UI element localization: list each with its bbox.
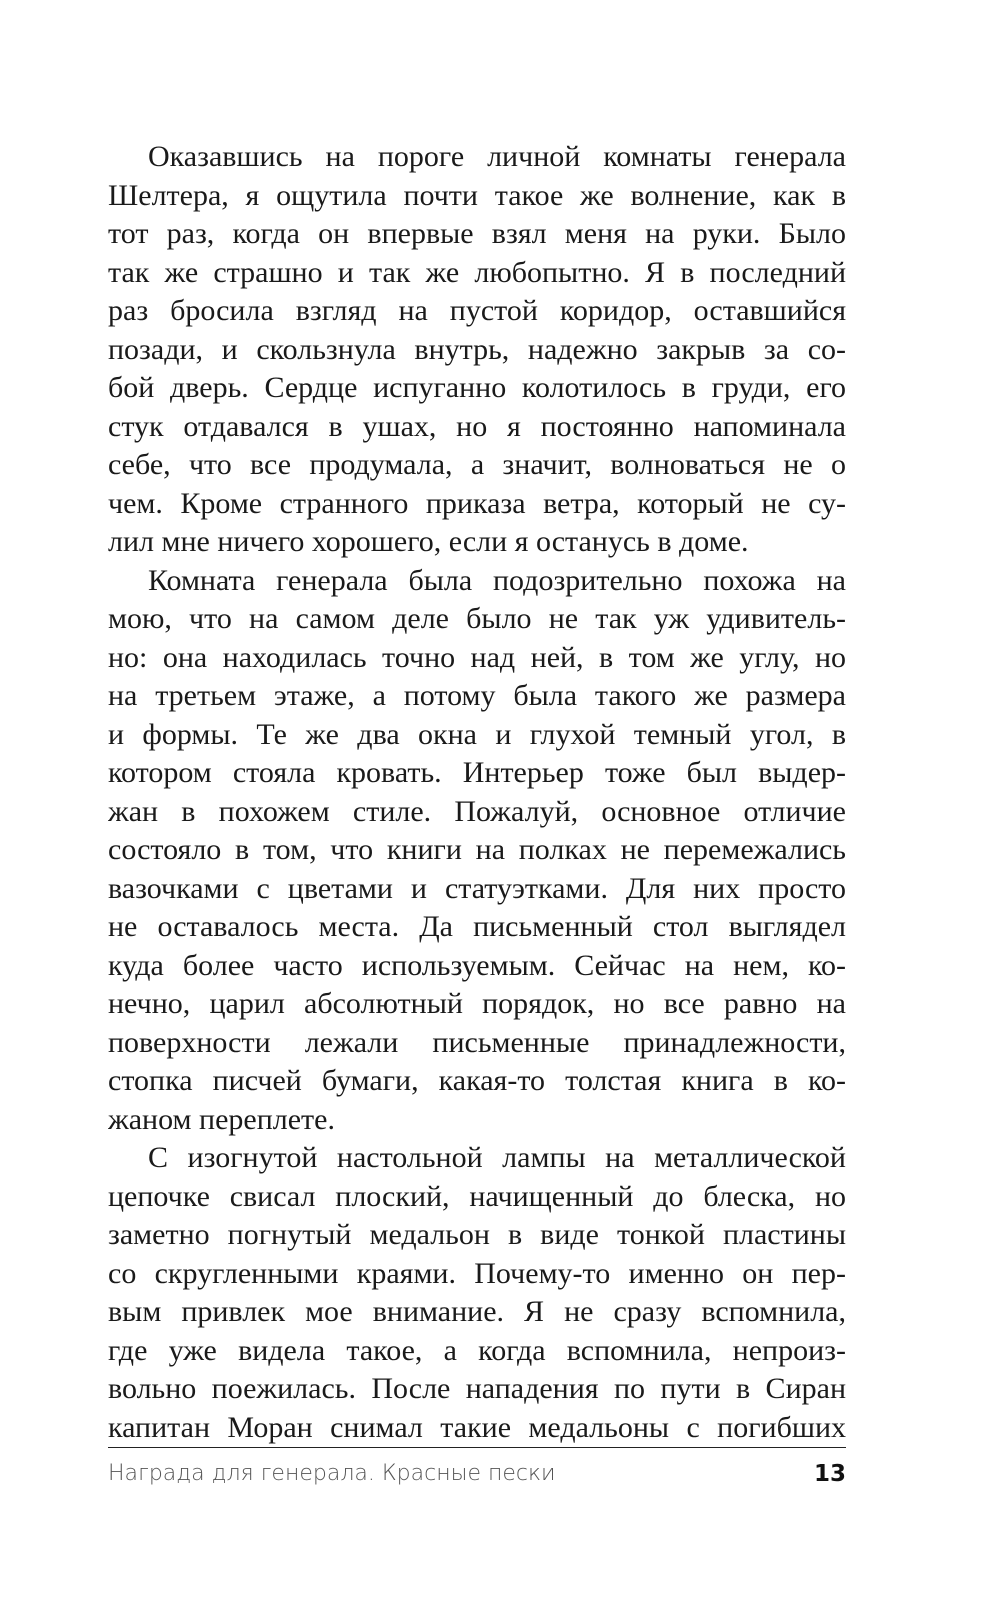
text-line: вольно поежилась. После нападения по пути в Сиран — [108, 1372, 846, 1405]
footer-divider — [108, 1447, 846, 1448]
text-line: поверхности лежали письменные принадлежности, — [108, 1025, 846, 1059]
running-title: Награда для генерала. Красные пески — [108, 1461, 556, 1486]
text-line: но: она находилась точно над ней, в том же углу, но — [108, 640, 846, 674]
text-line: вазочками с цветами и статуэтками. Для них просто — [108, 871, 846, 905]
text-line: С изогнутой настольной лампы на металлической — [148, 1141, 846, 1174]
text-line: где уже видела такое, а когда вспомнила, непроиз- — [108, 1333, 846, 1367]
text-line: не оставалось места. Да письменный стол выглядел — [108, 910, 846, 943]
text-line: котором стояла кровать. Интерьер тоже был выдер- — [108, 756, 846, 789]
text-line: бой дверь. Сердце испуганно колотилось в груди, его — [108, 371, 846, 404]
text-line: тот раз, когда он впервые взял меня на руки. Было — [108, 217, 846, 250]
text-line: Комната генерала была подозрительно похожа на — [148, 563, 846, 597]
body-text — [108, 138, 846, 1447]
text-line: чем. Кроме странного приказа ветра, который не су- — [108, 486, 846, 520]
page-number: 13 — [813, 1461, 846, 1487]
text-line: жаном переплете. — [108, 1102, 335, 1136]
text-line: себе, что все продумала, а значит, волноваться не о — [108, 448, 846, 481]
text-line: со скругленными краями. Почему-то именно он пер- — [108, 1256, 846, 1290]
text-line: капитан Моран снимал такие медальоны с погибших — [108, 1410, 846, 1444]
text-line: позади, и скользнула внутрь, надежно закрыв за со- — [108, 332, 846, 366]
text-line: так же страшно и так же любопытно. Я в последний — [108, 255, 846, 289]
text-line: Оказавшись на пороге личной комнаты генерала — [148, 140, 846, 173]
text-line: на третьем этаже, а потому была такого же размера — [108, 679, 846, 712]
text-line: Шелтера, я ощутила почти такое же волнение, как в — [108, 178, 846, 212]
text-line: лил мне ничего хорошего, если я останусь в доме. — [108, 525, 749, 558]
text-line: раз бросила взгляд на пустой коридор, оставшийся — [108, 294, 846, 327]
text-line: нечно, царил абсолютный порядок, но все равно на — [108, 987, 846, 1020]
text-line: вым привлек мое внимание. Я не сразу вспомнила, — [108, 1295, 846, 1328]
text-line: стук отдавался в ушах, но я постоянно напоминала — [108, 409, 846, 443]
text-line: заметно погнутый медальон в виде тонкой пластины — [108, 1218, 846, 1251]
text-line: куда более часто используемым. Сейчас на нем, ко- — [108, 948, 846, 982]
text-line: мою, что на самом деле было не так уж удивитель- — [108, 602, 846, 635]
text-line: и формы. Те же два окна и глухой темный угол, в — [108, 717, 846, 751]
text-line: стопка писчей бумаги, какая-то толстая книга в ко- — [108, 1064, 846, 1097]
page-footer — [108, 1457, 846, 1491]
text-line: жан в похожем стиле. Пожалуй, основное отличие — [108, 794, 846, 828]
text-line: цепочке свисал плоский, начищенный до блеска, но — [108, 1179, 846, 1213]
text-line: состояло в том, что книги на полках не перемежались — [108, 833, 846, 866]
